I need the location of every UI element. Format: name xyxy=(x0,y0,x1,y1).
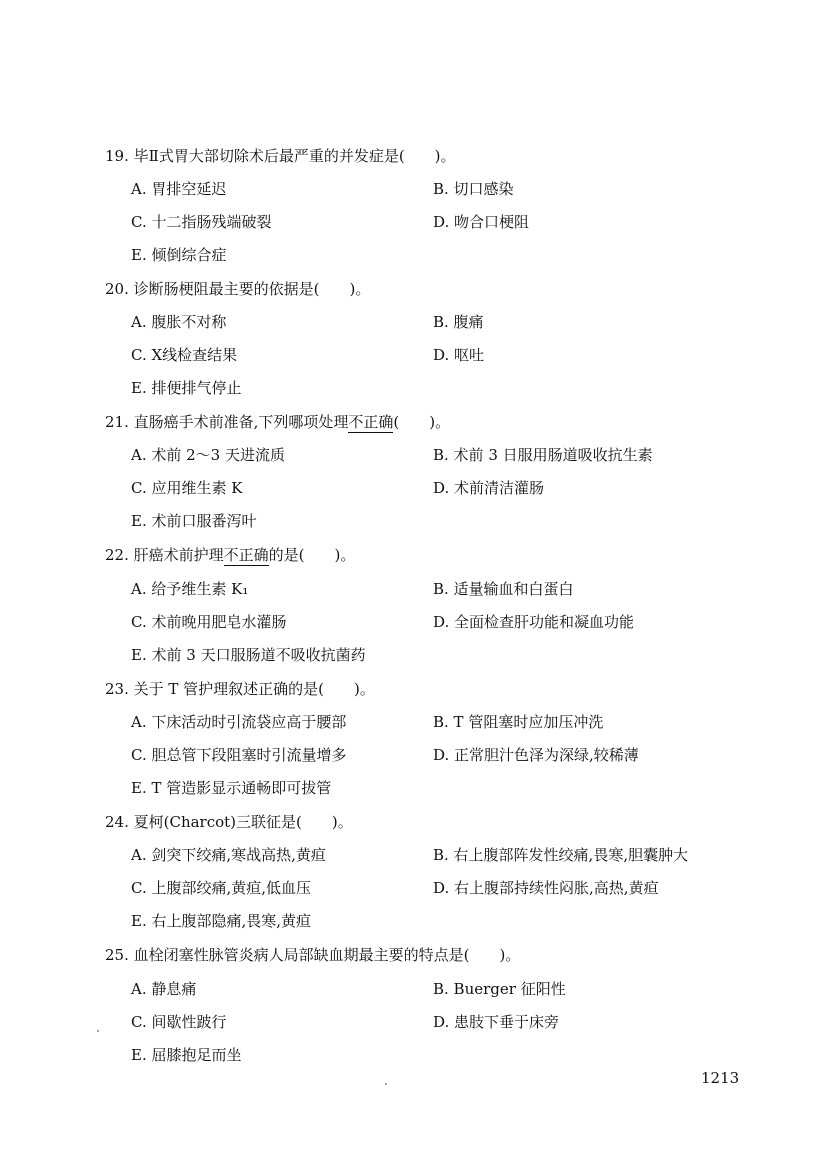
question-23-option-a: A. 下床活动时引流袋应高于腰部 xyxy=(131,713,347,731)
question-20-option-b: B. 腹痛 xyxy=(433,313,484,331)
question-22-option-b: B. 适量输血和白蛋白 xyxy=(433,580,574,598)
question-21-stem xyxy=(105,411,450,432)
page-number: 1213 xyxy=(701,1069,740,1087)
question-19-stem: 19. 毕Ⅱ式胃大部切除术后最严重的并发症是( )。 xyxy=(105,147,456,165)
question-24-option-d: D. 右上腹部持续性闷胀,高热,黄疸 xyxy=(433,879,659,897)
question-24-stem: 24. 夏柯(Charcot)三联征是( )。 xyxy=(105,813,353,831)
question-25-stem: 25. 血栓闭塞性脉管炎病人局部缺血期最主要的特点是( )。 xyxy=(105,946,521,964)
question-20-stem: 20. 诊断肠梗阻最主要的依据是( )。 xyxy=(105,280,371,298)
question-22-underlined-term: 不正确 xyxy=(223,546,269,564)
question-23-option-b: B. T 管阻塞时应加压冲洗 xyxy=(433,713,604,731)
question-20-option-c: C. X线检查结果 xyxy=(131,346,238,364)
question-20-option-e: E. 排便排气停止 xyxy=(131,379,242,397)
question-24-option-a: A. 剑突下绞痛,寒战高热,黄疸 xyxy=(131,846,326,864)
scan-speck xyxy=(385,1083,387,1085)
question-19-option-b: B. 切口感染 xyxy=(433,180,514,198)
question-21-underlined-term: 不正确 xyxy=(348,413,394,431)
question-23-stem: 23. 关于 T 管护理叙述正确的是( )。 xyxy=(105,680,375,698)
question-22-option-d: D. 全面检查肝功能和凝血功能 xyxy=(433,613,635,631)
question-25-option-d: D. 患肢下垂于床旁 xyxy=(433,1013,560,1031)
question-21-option-d: D. 术前清洁灌肠 xyxy=(433,479,545,497)
question-22-option-c: C. 术前晚用肥皂水灌肠 xyxy=(131,613,287,631)
question-21-option-e: E. 术前口服番泻叶 xyxy=(131,512,257,530)
question-23-option-e: E. T 管造影显示通畅即可拔管 xyxy=(131,779,332,797)
question-21-option-a: A. 术前 2～3 天进流质 xyxy=(131,446,285,464)
question-19-option-e: E. 倾倒综合症 xyxy=(131,246,227,264)
question-23-option-c: C. 胆总管下段阻塞时引流量增多 xyxy=(131,746,347,764)
question-19-option-d: D. 吻合口梗阻 xyxy=(433,213,530,231)
question-22-option-a: A. 给予维生素 K₁ xyxy=(131,580,249,598)
question-24-option-c: C. 上腹部绞痛,黄疸,低血压 xyxy=(131,879,312,897)
question-22-option-e: E. 术前 3 天口服肠道不吸收抗菌药 xyxy=(131,646,366,664)
question-21-stem-end: ( )。 xyxy=(393,413,451,431)
question-22-stem-end: 的是( )。 xyxy=(268,546,356,564)
question-25-option-a: A. 静息痛 xyxy=(131,980,197,998)
question-22-stem xyxy=(105,544,355,565)
scan-speck xyxy=(97,1030,99,1032)
question-25-option-e: E. 屈膝抱足而坐 xyxy=(131,1046,242,1064)
question-21-stem-text: 21. 直肠癌手术前准备,下列哪项处理 xyxy=(105,413,349,431)
question-19-option-c: C. 十二指肠残端破裂 xyxy=(131,213,272,231)
question-20-option-a: A. 腹胀不对称 xyxy=(131,313,227,331)
question-21-option-c: C. 应用维生素 K xyxy=(131,479,243,497)
question-23-option-d: D. 正常胆汁色泽为深绿,较稀薄 xyxy=(433,746,639,764)
question-25-option-c: C. 间歇性跛行 xyxy=(131,1013,227,1031)
question-21-option-b: B. 术前 3 日服用肠道吸收抗生素 xyxy=(433,446,653,464)
question-25-option-b: B. Buerger 征阳性 xyxy=(433,980,566,998)
question-24-option-b: B. 右上腹部阵发性绞痛,畏寒,胆囊肿大 xyxy=(433,846,689,864)
question-24-option-e: E. 右上腹部隐痛,畏寒,黄疸 xyxy=(131,912,312,930)
question-20-option-d: D. 呕吐 xyxy=(433,346,485,364)
question-19-option-a: A. 胃排空延迟 xyxy=(131,180,227,198)
question-22-stem-text: 22. 肝癌术前护理 xyxy=(105,546,224,564)
